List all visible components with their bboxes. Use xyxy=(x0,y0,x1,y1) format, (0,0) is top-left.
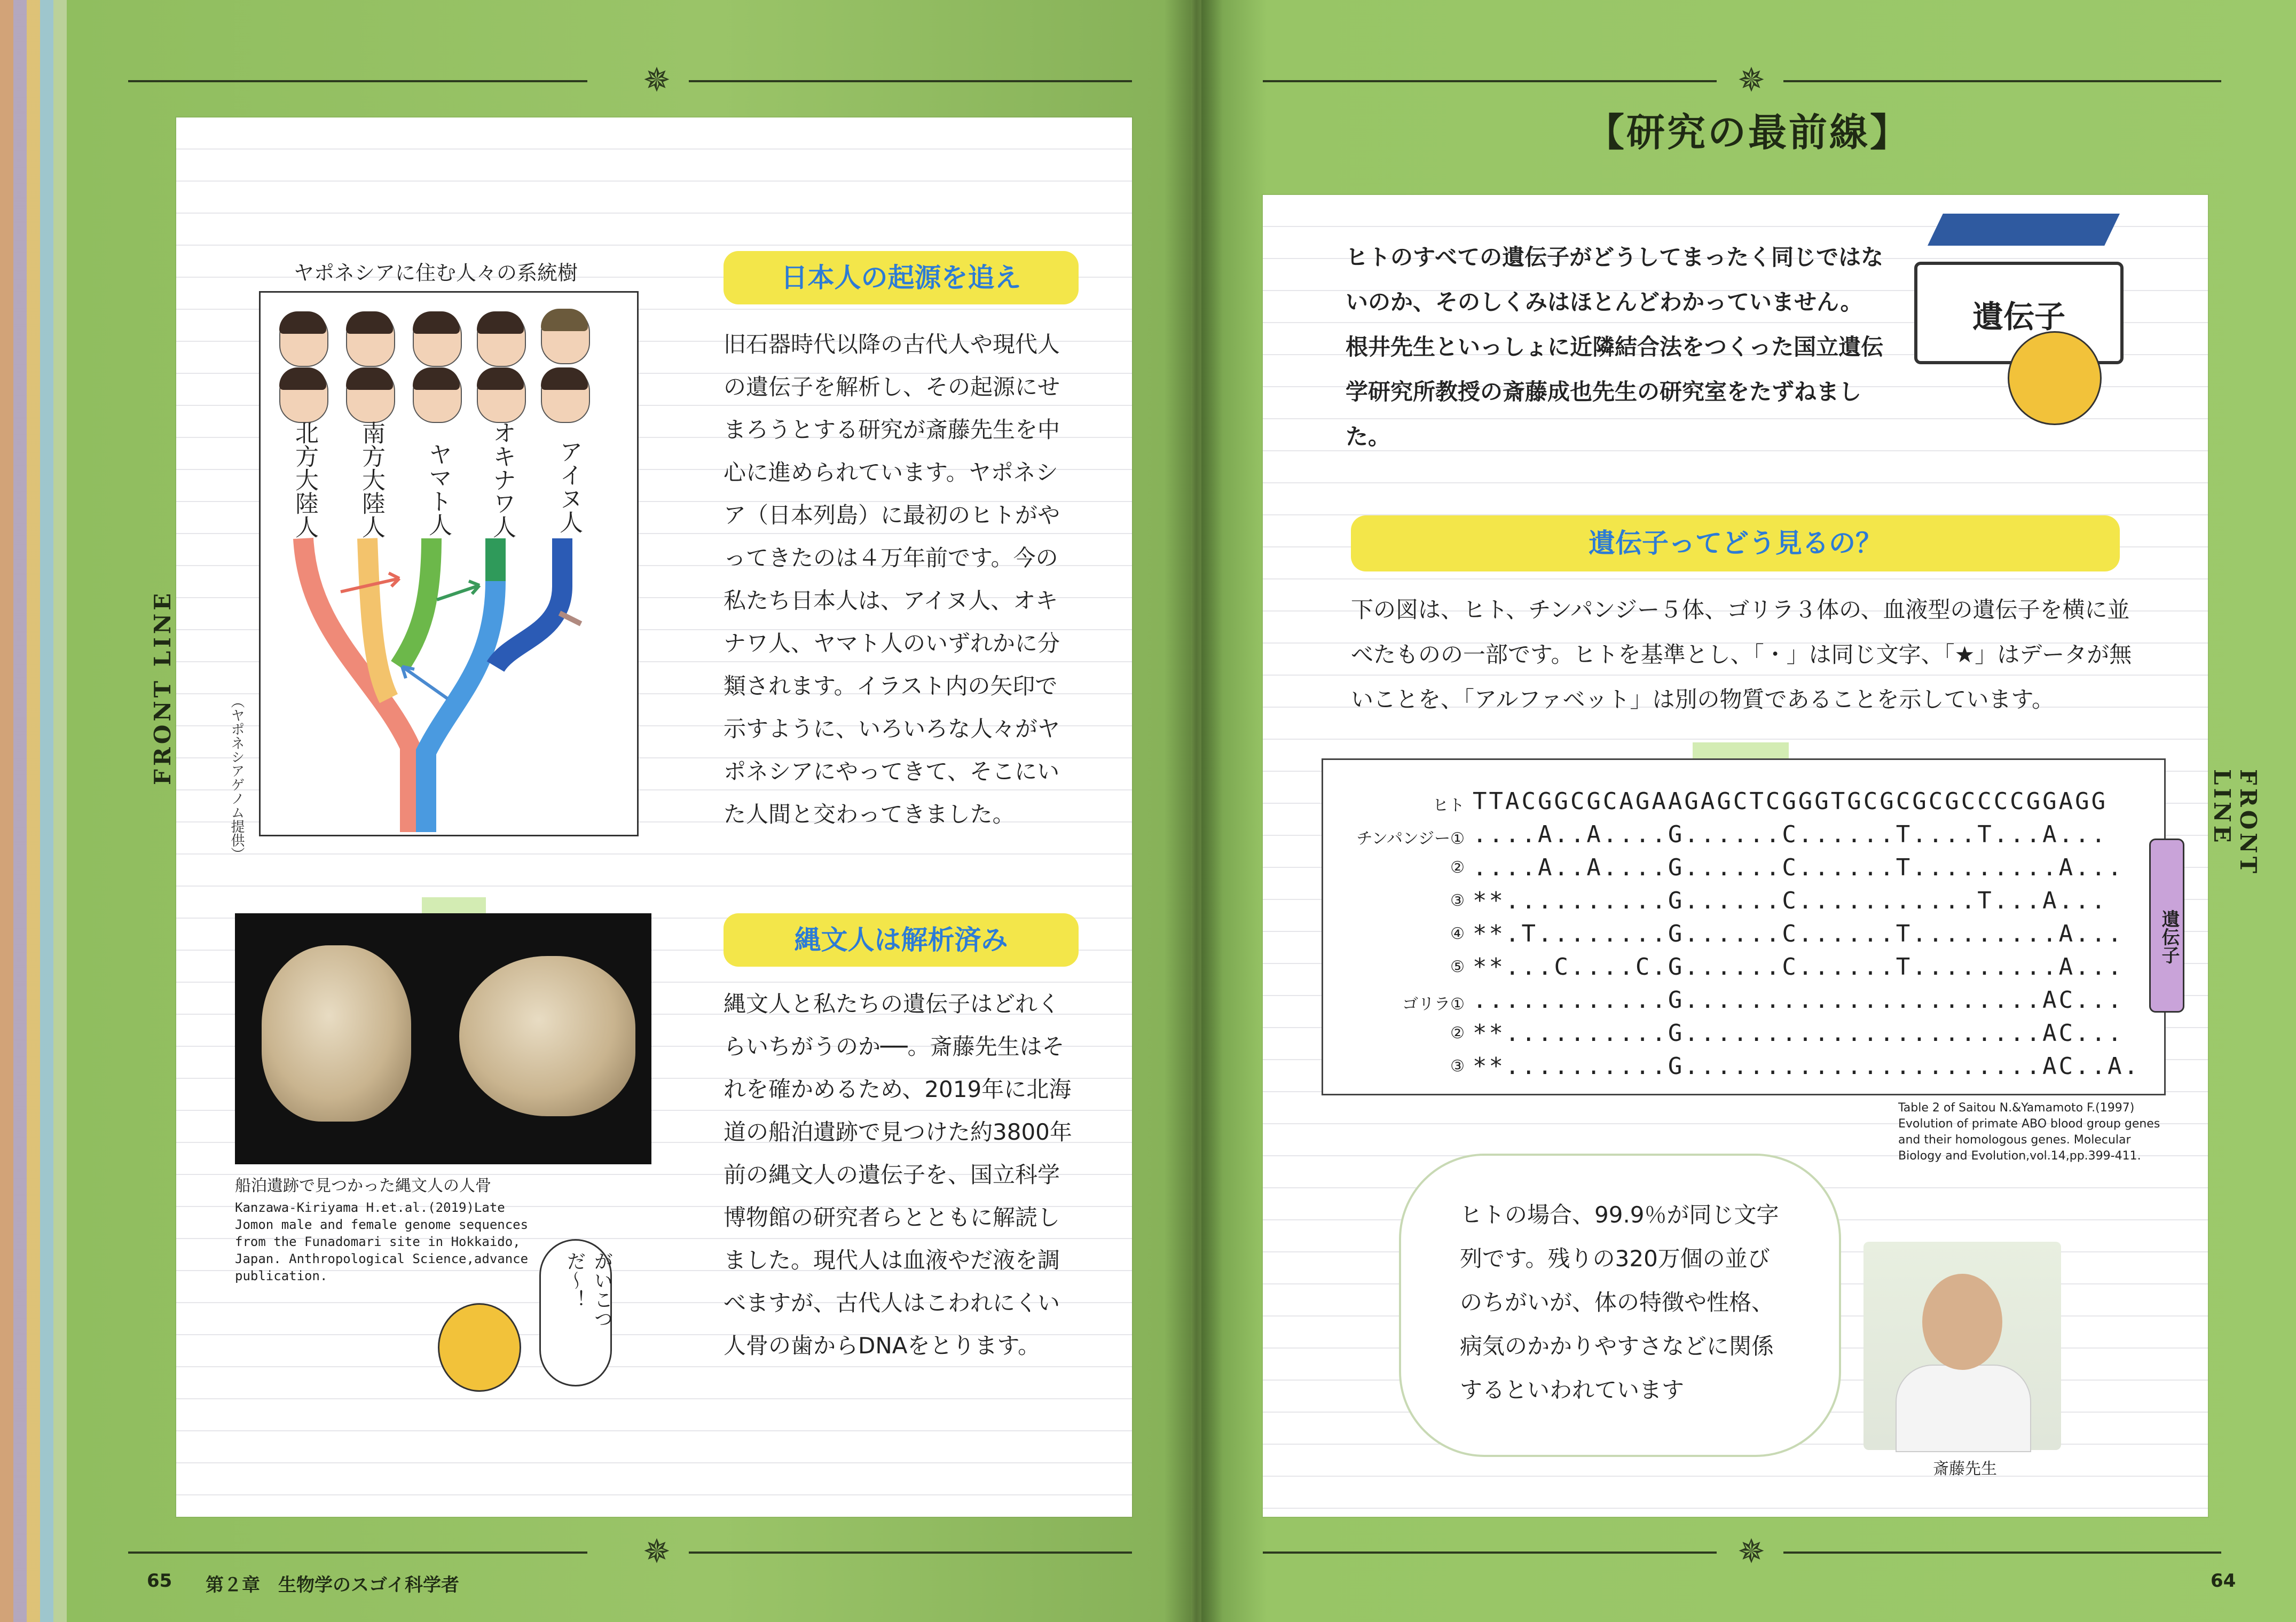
top-rule-right xyxy=(1263,80,1717,82)
quote-text: ヒトの場合、99.9％が同じ文字列です。残りの320万個の並びのちがいが、体の特徴や性格、病気のかかりやすさなどに関係するといわれています xyxy=(1460,1202,1779,1403)
quote-cloud xyxy=(1399,1154,1841,1457)
chapter-label: 第２章 生物学のスゴイ科学者 xyxy=(206,1574,459,1596)
table-reference: Table 2 of Saitou N.&Yamamoto F.(1997) Evolution of primate ABO blood group genes and their homologous genes. Molecular Biology and Evolution,vol.14,pp.399-411. xyxy=(1898,1101,2160,1163)
seq-row: **..........G......................AC..A. xyxy=(1473,1053,2141,1080)
intro-text: ヒトのすべての遺伝子がどうしてまったく同じではないのか、そのしくみはほとんどわかっていません。根井先生といっしょに近隣結合法をつくった国立遺伝学研究所教授の斎藤成也先生の研究室をたずねました。 xyxy=(1346,244,1884,450)
page-edges xyxy=(0,0,101,1622)
skull-photo xyxy=(235,913,651,1164)
speech-bubble xyxy=(539,1239,612,1386)
group-label: 北方大陸人 xyxy=(291,421,318,538)
seq-label: ② xyxy=(1450,858,1465,877)
tree-branches xyxy=(261,293,637,835)
figure-title: ヤポネシアに住む人々の系統樹 xyxy=(294,261,578,285)
top-rule-left xyxy=(128,80,587,82)
top-rule-left-2 xyxy=(689,80,1132,82)
side-label-right: FRONT LINE xyxy=(2209,769,2261,876)
group-label: オキナワ人 xyxy=(489,421,516,538)
sequence-table xyxy=(1322,758,2166,1095)
seq-label: ⑤ xyxy=(1450,958,1465,976)
seq-row: TTACGGCGCAGAAGAGCTCGGGTGCGCGCGCCCCGGAGG xyxy=(1473,788,2108,815)
seq-label: チンパンジー① xyxy=(1356,829,1465,848)
bottom-rule-left-2 xyxy=(689,1552,1132,1554)
seq-label: ③ xyxy=(1450,891,1465,910)
compass-ornament-icon: ✵ xyxy=(643,1532,671,1571)
page-number-right: 64 xyxy=(2211,1570,2236,1592)
signpost-arrow xyxy=(1928,214,2120,246)
portrait-photo xyxy=(1863,1242,2061,1450)
seq-row: ....A..A....G......C......T.........A... xyxy=(1473,854,2124,881)
photo-caption: 船泊遺跡で見つかった縄文人の人骨 xyxy=(235,1177,491,1195)
bottom-rule-left xyxy=(128,1552,587,1554)
seq-label: ④ xyxy=(1450,924,1465,943)
mascot-icon xyxy=(438,1303,521,1392)
compass-ornament-icon: ✵ xyxy=(1737,1532,1765,1571)
seq-row: ....A..A....G......C......T....T...A... xyxy=(1473,821,2108,848)
compass-ornament-icon: ✵ xyxy=(643,60,671,99)
skull-front xyxy=(262,945,411,1122)
section-body-origin: 旧石器時代以降の古代人や現代人の遺伝子を解析し、その起源にせまろうとする研究が斎藤先生を中心に進められています。ヤポネシア（日本列島）に最初のヒトがやってきたのは４万年前です。今の私たち日本人は、アイヌ人、オキナワ人、ヤマト人のいずれかに分類されます。イラスト内の矢印で示すように、いろいろな人々がヤポネシアにやってきて、そこにいた人間と交わってきました。 xyxy=(724,331,1060,827)
page-number-left: 65 xyxy=(147,1570,172,1592)
seq-row: **..........G......................AC... xyxy=(1473,1020,2124,1047)
seq-label: ③ xyxy=(1450,1057,1465,1076)
group-label: ヤマト人 xyxy=(424,442,452,536)
group-label: アイヌ人 xyxy=(555,440,583,534)
portrait-head xyxy=(1922,1274,2002,1370)
portrait-body xyxy=(1896,1365,2031,1452)
top-rule-right-2 xyxy=(1783,80,2221,82)
section-heading-genes: 遺伝子ってどう見るの？ xyxy=(1351,515,2120,571)
seq-row: **.T........G......C......T.........A... xyxy=(1473,920,2124,947)
skull-side xyxy=(459,956,635,1116)
bottom-rule-right xyxy=(1263,1552,1717,1554)
bottom-rule-right-2 xyxy=(1783,1552,2221,1554)
figure-credit: （ヤポネシアゲノム提供） xyxy=(229,694,245,861)
section-heading-jomon: 縄文人は解析済み xyxy=(724,913,1079,967)
seq-row: **...C....C.G......C......T.........A... xyxy=(1473,953,2124,981)
book-gutter xyxy=(1164,0,1223,1622)
seq-label: ゴリラ① xyxy=(1402,995,1465,1014)
group-label: 南方大陸人 xyxy=(358,421,385,538)
seq-label: ヒト xyxy=(1433,796,1465,815)
seq-row: **..........G......C...........T...A... xyxy=(1473,887,2108,914)
section-heading-origin: 日本人の起源を追え xyxy=(724,251,1079,304)
seq-row: ............G......................AC... xyxy=(1473,986,2124,1014)
side-label-left: FRONT LINE xyxy=(150,590,176,785)
mascot-icon xyxy=(2008,331,2102,425)
section-body-genes: 下の図は、ヒト、チンパンジー５体、ゴリラ３体の、血液型の遺伝子を横に並べたものの一部です。ヒトを基準とし、「・」は同じ文字、「★」はデータが無いことを、「アルファベット」は別の物質であることを示しています。 xyxy=(1351,597,2132,712)
photo-reference: Kanzawa-Kiriyama H.et.al.(2019)Late Jomon male and female genome sequences from the Funadomari site in Hokkaido, Japan. Anthropological Science,advance publication. xyxy=(235,1200,529,1283)
page-title: 【研究の最前線】 xyxy=(1586,110,1911,155)
section-body-jomon: 縄文人と私たちの遺伝子はどれくらいちがうのか──。斎藤先生はそれを確かめるため、2019年に北海道の船泊遺跡で見つけた約3800年前の縄文人の遺伝子を、国立科学博物館の研究者らとともに解読しました。現代人は血液やだ液を調べますが、古代人はこわれにくい人骨の歯からDNAをとります。 xyxy=(724,991,1072,1359)
compass-ornament-icon: ✵ xyxy=(1737,60,1765,99)
sign-label: 遺伝子 xyxy=(1972,299,2065,335)
mascot-speech: がいこつだ〜！ xyxy=(564,1251,613,1328)
phylogenetic-tree-figure xyxy=(259,291,639,836)
portrait-caption: 斎藤先生 xyxy=(1933,1460,1997,1478)
gene-stick-icon xyxy=(2149,839,2184,1013)
stick-label: 遺伝子 xyxy=(2158,910,2180,964)
seq-label: ② xyxy=(1450,1024,1465,1043)
